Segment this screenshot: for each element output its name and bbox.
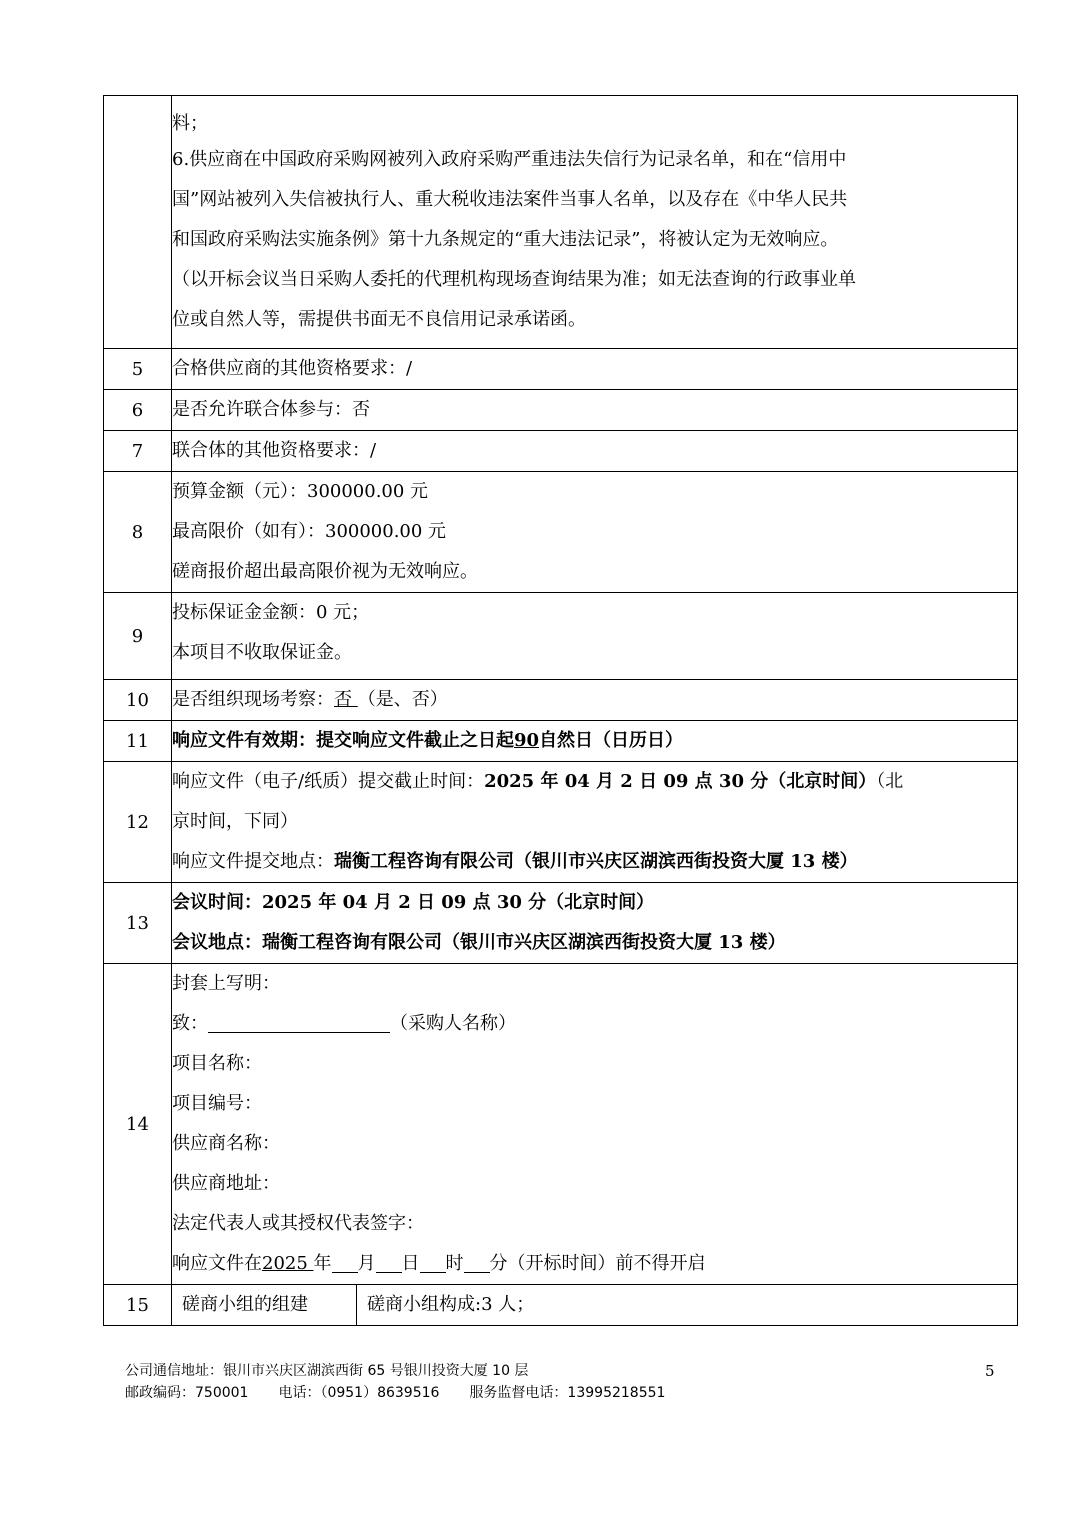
row-content: [172, 472, 1018, 593]
deadline-tail: （北: [876, 771, 904, 792]
table-row: [104, 593, 1018, 680]
row-number: 15: [104, 1285, 172, 1326]
text-line: 是否允许联合体参与：否: [172, 399, 370, 420]
field-suffix: 自然日（日历日）: [539, 730, 684, 751]
text-line: [172, 680, 1017, 720]
text-line: 最高限价（如有）：300000.00 元: [172, 521, 447, 542]
table-row: [104, 680, 1018, 721]
footer-postcode: 邮政编码：750001: [125, 1385, 249, 1401]
row-number: 7: [104, 431, 172, 472]
text-line: 会议地点：瑞衡工程咨询有限公司（银川市兴庆区湖滨西街投资大厦 13 楼）: [172, 932, 786, 953]
footer-service-phone: 服务监督电话：13995218551: [469, 1385, 666, 1401]
table-row: [104, 349, 1018, 390]
row-content: [172, 390, 1018, 431]
row-number: 8: [104, 472, 172, 593]
text-line: [172, 762, 1017, 802]
deadline-value: 2025 年 04 月 2 日 09 点 30 分（北京时间）: [484, 771, 877, 792]
table-row: [104, 964, 1018, 1285]
row-number: 5: [104, 349, 172, 390]
text-line: 京时间，下同）: [172, 811, 298, 832]
row-number: 14: [104, 964, 172, 1285]
row-number: 9: [104, 593, 172, 680]
text-line: 6.供应商在中国政府采购网被列入政府采购严重违法失信行为记录名单，和在“信用中: [172, 149, 847, 170]
minute-blank: [464, 1250, 490, 1273]
text-line: [172, 842, 1017, 882]
text-line: 投标保证金金额：0 元；: [172, 602, 370, 623]
text-line: [172, 1004, 1017, 1044]
hour-blank: [420, 1250, 446, 1273]
to-hint: （采购人名称）: [390, 1013, 516, 1034]
row-number: 12: [104, 762, 172, 883]
text-line: 联合体的其他资格要求：/: [172, 440, 377, 461]
row-number: [104, 96, 172, 349]
text-line: [172, 1244, 1017, 1284]
table-row: [104, 96, 1018, 349]
open-year: 2025: [262, 1253, 314, 1274]
row-number: 11: [104, 721, 172, 762]
row-content: [172, 96, 1018, 349]
row-content: [172, 593, 1018, 680]
year-unit: 年: [313, 1253, 332, 1274]
deadline-label: 响应文件（电子/纸质）提交截止时间：: [172, 771, 485, 792]
month-blank: [332, 1250, 358, 1273]
text-line: 项目名称：: [172, 1053, 262, 1074]
text-line: 法定代表人或其授权代表签字：: [172, 1213, 424, 1234]
page-footer: [125, 1360, 665, 1404]
underlined-value: 否: [334, 689, 358, 710]
minute-unit: 分（开标时间）前不得开启: [489, 1253, 706, 1274]
text-line: 供应商名称：: [172, 1133, 280, 1154]
text-line: 磋商报价超出最高限价视为无效响应。: [172, 561, 478, 582]
recipient-blank: [208, 1010, 390, 1033]
field-label: 是否组织现场考察：: [172, 689, 334, 710]
hour-unit: 时: [445, 1253, 464, 1274]
row-content: [172, 680, 1018, 721]
item-value: 磋商小组构成:3 人；: [367, 1294, 535, 1315]
table-row: [104, 721, 1018, 762]
place-value: 瑞衡工程咨询有限公司（银川市兴庆区湖滨西街投资大厦 13 楼）: [334, 851, 858, 872]
text-line: 项目编号：: [172, 1093, 262, 1114]
open-prefix: 响应文件在: [172, 1253, 262, 1274]
text-line: 会议时间：2025 年 04 月 2 日 09 点 30 分（北京时间）: [172, 892, 655, 913]
page-number: 5: [985, 1362, 995, 1380]
footer-address: 公司通信地址：银川市兴庆区湖滨西街 65 号银川投资大厦 10 层: [125, 1363, 529, 1379]
row-content: [172, 721, 1018, 762]
row-content: [172, 1285, 1018, 1326]
month-unit: 月: [357, 1253, 376, 1274]
row-content: [172, 883, 1018, 964]
requirements-table: [103, 95, 1018, 1326]
text-line: 国”网站被列入失信被执行人、重大税收违法案件当事人名单，以及存在《中华人民共: [172, 189, 848, 210]
field-hint: （是、否）: [357, 689, 448, 710]
row-content: [172, 431, 1018, 472]
row-number: 6: [104, 390, 172, 431]
field-label: 响应文件有效期：提交响应文件截止之日起: [172, 730, 514, 751]
text-line: 供应商地址：: [172, 1173, 280, 1194]
text-line: 本项目不收取保证金。: [172, 642, 352, 663]
text-line: 合格供应商的其他资格要求：/: [172, 358, 413, 379]
to-label: 致：: [172, 1013, 208, 1034]
text-line: （以开标会议当日采购人委托的代理机构现场查询结果为准；如无法查询的行政事业单: [172, 269, 856, 290]
text-line: 料；: [172, 113, 208, 134]
table-row: [104, 390, 1018, 431]
row-content: [172, 762, 1018, 883]
text-line: 封套上写明：: [172, 973, 280, 994]
split-cell: [172, 1285, 1017, 1325]
row-number: 10: [104, 680, 172, 721]
underlined-value: 90: [514, 730, 540, 751]
place-label: 响应文件提交地点：: [172, 851, 334, 872]
day-blank: [376, 1250, 402, 1273]
item-name: 磋商小组的组建: [172, 1285, 357, 1325]
table-row: [104, 472, 1018, 593]
table-row: [104, 431, 1018, 472]
text-line: 和国政府采购法实施条例》第十九条规定的“重大违法记录”，将被认定为无效响应。: [172, 229, 839, 250]
table-row: [104, 883, 1018, 964]
row-content: [172, 349, 1018, 390]
table-row: [104, 1285, 1018, 1326]
text-line: 预算金额（元）：300000.00 元: [172, 481, 429, 502]
footer-contact: [125, 1382, 665, 1404]
table-row: [104, 762, 1018, 883]
text-line: 位或自然人等，需提供书面无不良信用记录承诺函。: [172, 309, 586, 330]
footer-phone: 电话：（0951）8639516: [278, 1385, 440, 1401]
row-content: [172, 964, 1018, 1285]
row-number: 13: [104, 883, 172, 964]
text-line: [172, 721, 1017, 761]
day-unit: 日: [401, 1253, 420, 1274]
